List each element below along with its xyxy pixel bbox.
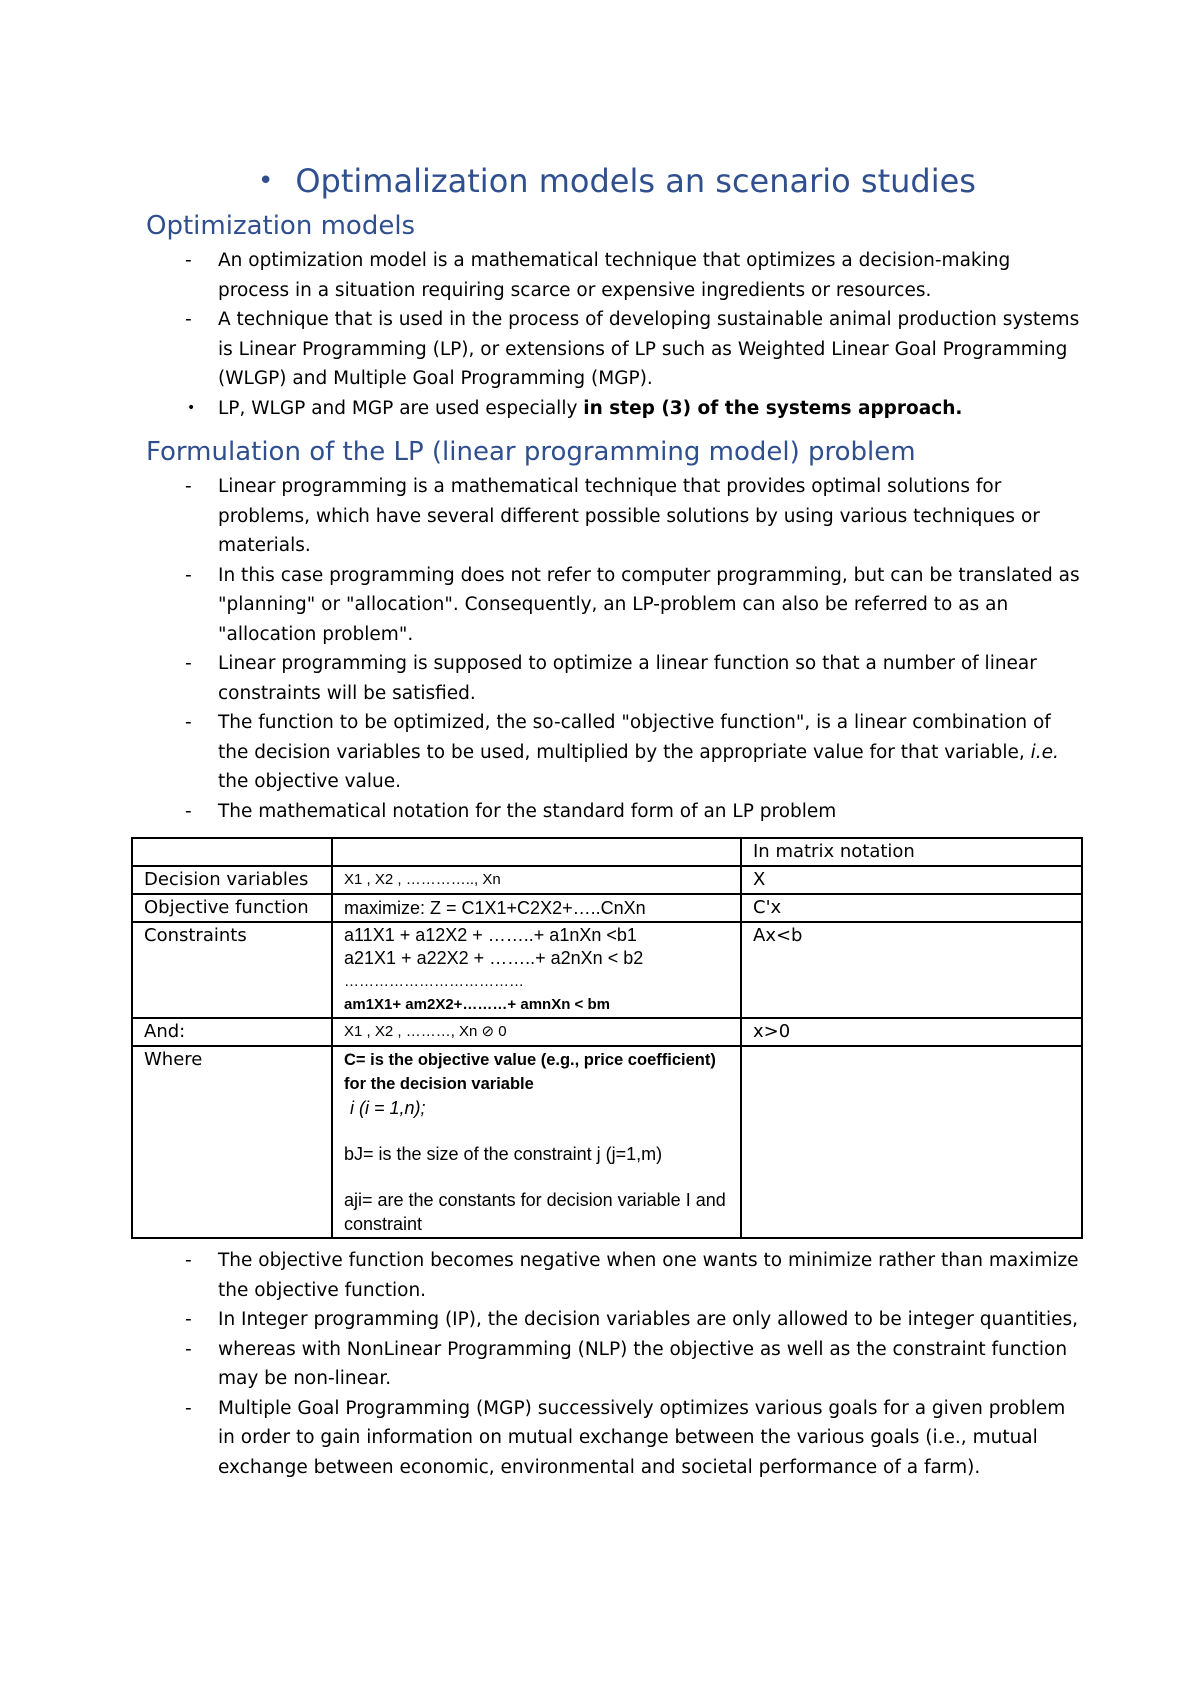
item-text: Multiple Goal Programming (MGP) successively optimizes various goals for a given problem in order to gain information on mutual exchange between the various goals (i.e., mutual exchange between economic, environmental and societal performance of a farm). — [218, 1397, 1066, 1478]
list-item — [185, 797, 1085, 827]
formula-cell: X1 , X2 , ………, Xn ⊘ 0 — [332, 1018, 741, 1046]
list-item — [185, 246, 1085, 305]
item-text: LP, WLGP and MGP are used especially — [218, 397, 584, 419]
dash-marker: - — [185, 1338, 192, 1360]
title-text: Optimalization models an scenario studies — [295, 162, 976, 200]
constraint-line: a21X1 + a22X2 + ……..+ a2nXn < b2 — [344, 948, 644, 968]
item-text: The function to be optimized, the so-called "objective function", is a linear combination of the decision variables to be used, multiplied by the appropriate value for that variable, — [218, 712, 1051, 763]
c-definition: C= is the objective value (e.g., price coefficient) for the decision variable — [344, 1051, 716, 1093]
matrix-cell — [741, 1046, 1082, 1238]
table-row-where — [132, 1046, 1082, 1238]
row-label: And: — [132, 1018, 332, 1046]
heading-lp-formulation: Formulation of the LP (linear programming model) problem — [146, 437, 916, 467]
item-text: In this case programming does not refer to computer programming, but can be translated as "planning" or "allocation". Consequently, an LP-problem can also be referred to as an "allocation problem". — [218, 564, 1080, 645]
list-item — [185, 649, 1085, 708]
c-index: i (i = 1,n); — [350, 1098, 426, 1118]
matrix-cell: Ax<b — [741, 922, 1082, 1018]
item-text-italic: i.e. — [1030, 741, 1059, 763]
matrix-cell: X — [741, 866, 1082, 894]
constraint-line: ……………………………… — [344, 973, 524, 990]
item-text: The mathematical notation for the standard form of an LP problem — [218, 800, 837, 822]
notes-list — [185, 1246, 1085, 1482]
item-text: whereas with NonLinear Programming (NLP) the objective as well as the constraint function may be non-linear. — [218, 1338, 1068, 1389]
constraints-cell — [332, 922, 741, 1018]
item-text-post: the objective value. — [218, 771, 402, 792]
item-text: A technique that is used in the process of developing sustainable animal production systems is Linear Programming (LP), or extensions of LP such as Weighted Linear Goal Programming (WLGP) and Multiple Goal Programming (MGP). — [218, 309, 1080, 389]
item-text: In Integer programming (IP), the decision variables are only allowed to be integer quantities, — [218, 1309, 1078, 1330]
row-label: Decision variables — [132, 866, 332, 894]
constraint-line: am1X1+ am2X2+………+ amnXn < bm — [344, 996, 610, 1013]
row-label: Constraints — [132, 922, 332, 1018]
dash-marker: - — [185, 250, 192, 271]
dash-marker: - — [185, 476, 192, 497]
lp-notation-table — [131, 837, 1083, 1239]
dash-marker: - — [185, 1309, 192, 1330]
dash-marker: - — [185, 653, 192, 674]
formula-cell: X1 , X2 , ………….., Xn — [332, 866, 741, 894]
list-item — [185, 305, 1085, 394]
list-item — [185, 394, 1085, 424]
header-cell-empty — [332, 838, 741, 866]
matrix-cell: C'x — [741, 894, 1082, 922]
title-bullet: • — [258, 166, 274, 196]
list-item — [185, 1246, 1085, 1305]
list-item — [185, 1394, 1085, 1483]
list-item — [185, 561, 1085, 650]
dash-marker: - — [185, 800, 192, 822]
list-item — [185, 1335, 1085, 1394]
item-text: An optimization model is a mathematical technique that optimizes a decision-making process in a situation requiring scarce or expensive ingredients or resources. — [218, 250, 1011, 301]
item-text: Linear programming is supposed to optimize a linear function so that a number of linear constraints will be satisfied. — [218, 653, 1037, 704]
dash-marker: - — [185, 309, 192, 330]
dash-marker: - — [185, 564, 192, 586]
list-item — [185, 1305, 1085, 1335]
lp-formulation-list — [185, 472, 1085, 826]
item-text: The objective function becomes negative when one wants to minimize rather than maximize the objective function. — [218, 1250, 1079, 1301]
item-text: Linear programming is a mathematical technique that provides optimal solutions for problems, which have several different possible solutions by using various techniques or materials. — [218, 476, 1040, 556]
constraint-line: a11X1 + a12X2 + ……..+ a1nXn <b1 — [344, 925, 637, 945]
row-label: Objective function — [132, 894, 332, 922]
table-row-objective — [132, 894, 1082, 922]
a-definition: aji= are the constants for decision variable I and constraint — [344, 1190, 726, 1234]
row-label: Where — [132, 1046, 332, 1238]
table-row-and — [132, 1018, 1082, 1046]
optimization-models-list — [185, 246, 1085, 423]
table-row-constraints — [132, 922, 1082, 1018]
dash-marker: - — [185, 712, 192, 733]
b-definition: bJ= is the size of the constraint j (j=1,m) — [344, 1144, 663, 1164]
table-row-decision — [132, 866, 1082, 894]
formula-cell: maximize: Z = C1X1+C2X2+…..CnXn — [332, 894, 741, 922]
heading-optimization-models: Optimization models — [146, 211, 416, 241]
dash-marker: - — [185, 1397, 192, 1419]
header-cell-empty — [132, 838, 332, 866]
item-text-bold: in step (3) of the systems approach. — [583, 397, 963, 419]
list-item — [185, 708, 1085, 797]
bullet-marker: • — [187, 399, 196, 416]
page-title — [258, 162, 976, 200]
dash-marker: - — [185, 1250, 192, 1271]
header-cell-matrix: In matrix notation — [741, 838, 1082, 866]
list-item — [185, 472, 1085, 561]
matrix-cell: x>0 — [741, 1018, 1082, 1046]
table-header-row — [132, 838, 1082, 866]
where-cell — [332, 1046, 741, 1238]
